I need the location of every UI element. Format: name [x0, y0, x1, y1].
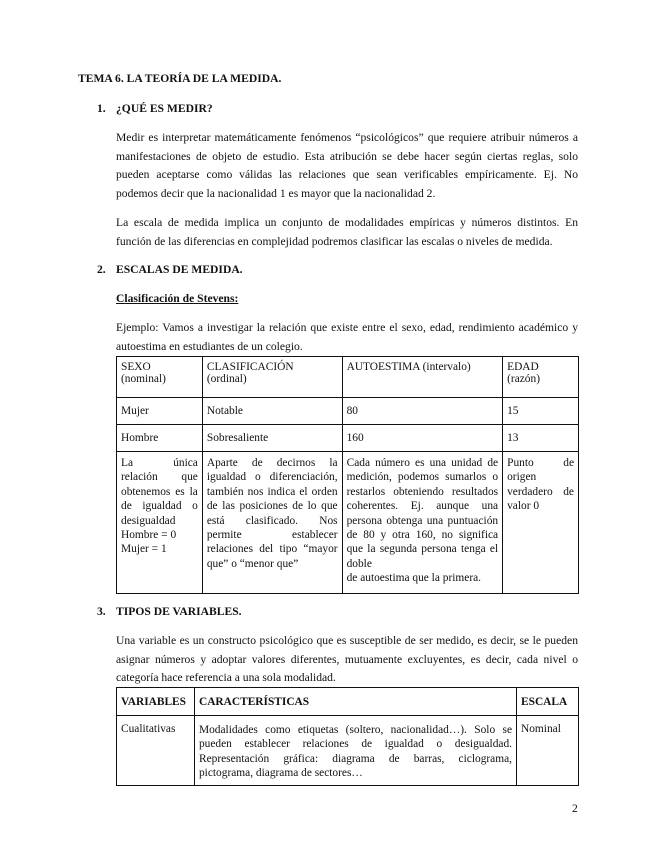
note-edad: Punto de origen verdadero de valor 0 — [503, 452, 579, 594]
variables-header-row — [117, 688, 579, 716]
header-caracteristicas: CARACTERÍSTICAS — [194, 688, 516, 716]
page-number: 2 — [572, 802, 578, 815]
table-row — [117, 425, 579, 452]
table-cell: Cualitativas — [117, 716, 195, 786]
header-escala: ESCALA — [517, 688, 579, 716]
section-3-number: 3. — [97, 605, 106, 618]
table-cell: Nominal — [517, 716, 579, 786]
variables-table — [116, 687, 579, 786]
note-sexo: La única relación que obtenemos es la de igualdad o desigualdad Hombre = 0 Mujer = 1 — [117, 452, 203, 594]
section-2-heading: ESCALAS DE MEDIDA. — [116, 263, 243, 276]
table-cell: 160 — [342, 425, 503, 452]
table-cell: Notable — [202, 398, 342, 425]
table-cell: Mujer — [117, 398, 203, 425]
table-cell: 13 — [503, 425, 579, 452]
header-autoestima: AUTOESTIMA (intervalo) — [342, 357, 503, 398]
note-autoestima: Cada número es una unidad de medición, podemos sumarlos o restarlos obteniendo resultados coherentes. Ej. aunque una persona obtenga una puntuación de 80 y otra 160, no significa que la segunda persona tenga el doble de autoestima que la primera. — [342, 452, 503, 594]
section-1-number: 1. — [97, 102, 106, 115]
section-1-paragraph-1: Medir es interpretar matemáticamente fenómenos “psicológicos” que requiere atribuir números a manifestaciones de objeto de estudio. Esta atribución se debe hacer según ciertas reglas, solo pueden aceptarse como válidas las relaciones que sean verificables empíricamente. Ej. No podemos decir que la nacionalidad 1 es mayor que la nacionalidad 2. — [116, 131, 578, 200]
section-1-heading: ¿QUÉ ES MEDIR? — [116, 102, 213, 115]
header-edad: EDAD (razón) — [503, 357, 579, 398]
stevens-subheading: Clasificación de Stevens: — [116, 292, 239, 305]
stevens-header-row — [117, 357, 579, 398]
table-cell: 15 — [503, 398, 579, 425]
header-clasificacion: CLASIFICACIÓN (ordinal) — [202, 357, 342, 398]
section-3-heading: TIPOS DE VARIABLES. — [116, 605, 242, 618]
table-cell: Modalidades como etiquetas (soltero, nacionalidad…). Solo se pueden establecer relaciones de igualdad o desigualdad. Representación gráfica: diagrama de barras, ciclograma, pictograma, diagrama de sectores… — [194, 716, 516, 786]
note-clasificacion: Aparte de decirnos la igualdad o diferenciación, también nos indica el orden de las posiciones de lo que está clasificado. Nos permite establecer relaciones del tipo “mayor que” o “menor que” — [202, 452, 342, 594]
table-cell: Sobresaliente — [202, 425, 342, 452]
section-2-paragraph: Ejemplo: Vamos a investigar la relación que existe entre el sexo, edad, rendimiento académico y autoestima en estudiantes de un colegio. — [116, 321, 578, 353]
table-row — [117, 716, 579, 786]
section-3-paragraph: Una variable es un constructo psicológico que es susceptible de ser medido, es decir, se le pueden asignar números y adoptar valores diferentes, mutuamente excluyentes, es decir, cada nivel o categoría hace referencia a una sola modalidad. — [116, 634, 578, 684]
stevens-notes-row — [117, 452, 579, 594]
table-row — [117, 398, 579, 425]
header-variables: VARIABLES — [117, 688, 195, 716]
table-cell: Hombre — [117, 425, 203, 452]
section-1-paragraph-2: La escala de medida implica un conjunto de modalidades empíricas y números distintos. En función de las diferencias en complejidad podremos clasificar las escalas o niveles de medida. — [116, 216, 578, 248]
section-2-number: 2. — [97, 263, 106, 276]
page-title: TEMA 6. LA TEORÍA DE LA MEDIDA. — [78, 72, 282, 85]
stevens-table — [116, 356, 579, 594]
header-sexo: SEXO (nominal) — [117, 357, 203, 398]
table-cell: 80 — [342, 398, 503, 425]
